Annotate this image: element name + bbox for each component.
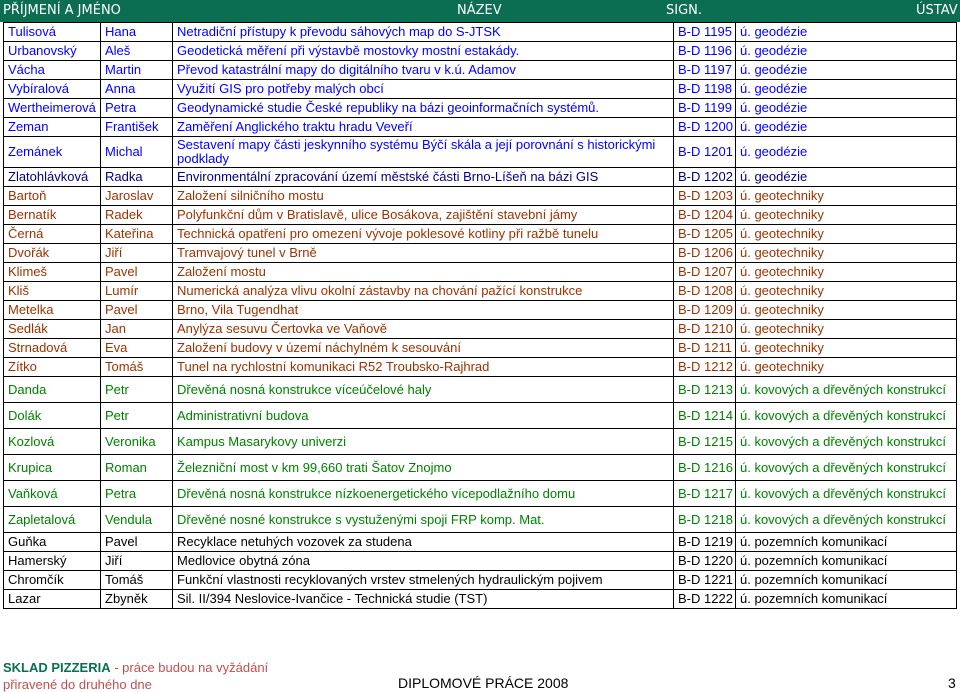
title-cell: Administrativní budova: [173, 403, 674, 429]
table-row: [4, 429, 957, 455]
name-cell: Lumír: [101, 282, 173, 301]
dept-cell: ú. geotechniky: [736, 358, 957, 377]
dept-cell: ú. kovových a dřevěných konstrukcí: [736, 429, 957, 455]
title-cell: Netradiční přístupy k převodu sáhových map do S-JTSK: [173, 23, 674, 42]
surname-cell: Lazar: [4, 590, 101, 609]
name-cell: Petr: [101, 377, 173, 403]
surname-cell: Zeman: [4, 118, 101, 137]
table-row: [4, 301, 957, 320]
dept-cell: ú. geodézie: [736, 168, 957, 187]
surname-cell: Černá: [4, 225, 101, 244]
sign-cell: B-D 1197: [674, 61, 736, 80]
name-cell: Jan: [101, 320, 173, 339]
name-cell: Martin: [101, 61, 173, 80]
dept-cell: ú. geodézie: [736, 118, 957, 137]
header-dept-column: ÚSTAV: [916, 3, 958, 18]
name-cell: Eva: [101, 339, 173, 358]
name-cell: Petra: [101, 481, 173, 507]
table-row: [4, 187, 957, 206]
name-cell: Vendula: [101, 507, 173, 533]
footer-pizzeria-label: SKLAD PIZZERIA: [3, 660, 111, 675]
dept-cell: ú. pozemních komunikací: [736, 552, 957, 571]
title-cell: Environmentální zpracování území městské části Brno-Líšeň na bázi GIS: [173, 168, 674, 187]
header-sign-column: SIGN.: [666, 3, 703, 18]
name-cell: Tomáš: [101, 571, 173, 590]
title-cell: Brno, Vila Tugendhat: [173, 301, 674, 320]
sign-cell: B-D 1210: [674, 320, 736, 339]
name-cell: Jiří: [101, 244, 173, 263]
surname-cell: Vácha: [4, 61, 101, 80]
table-row: [4, 99, 957, 118]
title-cell: Dřevěná nosná konstrukce víceúčelové haly: [173, 377, 674, 403]
table-row: [4, 244, 957, 263]
table-row: [4, 377, 957, 403]
dept-cell: ú. geotechniky: [736, 301, 957, 320]
surname-cell: Guňka: [4, 533, 101, 552]
table-row: [4, 42, 957, 61]
name-cell: Pavel: [101, 533, 173, 552]
name-cell: Hana: [101, 23, 173, 42]
table-row: [4, 225, 957, 244]
page-number: 3: [948, 675, 956, 691]
dept-cell: ú. geotechniky: [736, 320, 957, 339]
name-cell: Petra: [101, 99, 173, 118]
title-cell: Technická opatření pro omezení vývoje poklesové kotliny při ražbě tunelu: [173, 225, 674, 244]
title-cell: Tramvajový tunel v Brně: [173, 244, 674, 263]
sign-cell: B-D 1214: [674, 403, 736, 429]
title-cell: Sil. II/394 Neslovice-Ivančice - Technická studie (TST): [173, 590, 674, 609]
surname-cell: Chromčík: [4, 571, 101, 590]
sign-cell: B-D 1219: [674, 533, 736, 552]
footer-pizzeria-note: [3, 660, 268, 675]
name-cell: Michal: [101, 137, 173, 168]
sign-cell: B-D 1199: [674, 99, 736, 118]
dept-cell: ú. pozemních komunikací: [736, 571, 957, 590]
name-cell: Roman: [101, 455, 173, 481]
surname-cell: Dvořák: [4, 244, 101, 263]
sign-cell: B-D 1213: [674, 377, 736, 403]
title-cell: Dřevěné nosné konstrukce s vystuženými spoji FRP komp. Mat.: [173, 507, 674, 533]
title-cell: Založení silničního mostu: [173, 187, 674, 206]
dept-cell: ú. kovových a dřevěných konstrukcí: [736, 455, 957, 481]
footer-pizzeria-detail: - práce budou na vyžádání: [110, 660, 269, 675]
table-row: [4, 206, 957, 225]
surname-cell: Bartoň: [4, 187, 101, 206]
sign-cell: B-D 1201: [674, 137, 736, 168]
name-cell: Kateřina: [101, 225, 173, 244]
table-row: [4, 358, 957, 377]
table-row: [4, 137, 957, 168]
title-cell: Numerická analýza vlivu okolní zástavby na chování pažící konstrukce: [173, 282, 674, 301]
sign-cell: B-D 1212: [674, 358, 736, 377]
name-cell: Radka: [101, 168, 173, 187]
surname-cell: Hamerský: [4, 552, 101, 571]
title-cell: Recyklace netuhých vozovek za studena: [173, 533, 674, 552]
surname-cell: Vaňková: [4, 481, 101, 507]
sign-cell: B-D 1218: [674, 507, 736, 533]
title-cell: Převod katastrální mapy do digitálního tvaru v k.ú. Adamov: [173, 61, 674, 80]
title-cell: Anylýza sesuvu Čertovka ve Vaňově: [173, 320, 674, 339]
footer-pizzeria-line2: přiravené do druhého dne: [3, 677, 152, 692]
title-cell: Využití GIS pro potřeby malých obcí: [173, 80, 674, 99]
title-cell: Železniční most v km 99,660 trati Šatov Znojmo: [173, 455, 674, 481]
sign-cell: B-D 1211: [674, 339, 736, 358]
dept-cell: ú. geodézie: [736, 99, 957, 118]
sign-cell: B-D 1222: [674, 590, 736, 609]
dept-cell: ú. pozemních komunikací: [736, 590, 957, 609]
surname-cell: Krupica: [4, 455, 101, 481]
sign-cell: B-D 1205: [674, 225, 736, 244]
sign-cell: B-D 1202: [674, 168, 736, 187]
table-row: [4, 590, 957, 609]
surname-cell: Wertheimerová: [4, 99, 101, 118]
name-cell: Jaroslav: [101, 187, 173, 206]
sign-cell: B-D 1198: [674, 80, 736, 99]
table-row: [4, 23, 957, 42]
surname-cell: Zapletalová: [4, 507, 101, 533]
table-row: [4, 320, 957, 339]
dept-cell: ú. geodézie: [736, 80, 957, 99]
table-row: [4, 403, 957, 429]
surname-cell: Urbanovský: [4, 42, 101, 61]
sign-cell: B-D 1195: [674, 23, 736, 42]
surname-cell: Bernatík: [4, 206, 101, 225]
table-row: [4, 80, 957, 99]
dept-cell: ú. geotechniky: [736, 187, 957, 206]
dept-cell: ú. pozemních komunikací: [736, 533, 957, 552]
name-cell: Aleš: [101, 42, 173, 61]
surname-cell: Kliš: [4, 282, 101, 301]
table-row: [4, 507, 957, 533]
sign-cell: B-D 1216: [674, 455, 736, 481]
surname-cell: Zemánek: [4, 137, 101, 168]
name-cell: Veronika: [101, 429, 173, 455]
surname-cell: Zlatohlávková: [4, 168, 101, 187]
surname-cell: Tulisová: [4, 23, 101, 42]
dept-cell: ú. kovových a dřevěných konstrukcí: [736, 403, 957, 429]
footer-document-title: DIPLOMOVÉ PRÁCE 2008: [398, 675, 569, 691]
table-row: [4, 339, 957, 358]
dept-cell: ú. kovových a dřevěných konstrukcí: [736, 507, 957, 533]
name-cell: Tomáš: [101, 358, 173, 377]
table-row: [4, 552, 957, 571]
sign-cell: B-D 1209: [674, 301, 736, 320]
table-row: [4, 118, 957, 137]
surname-cell: Danda: [4, 377, 101, 403]
surname-cell: Sedlák: [4, 320, 101, 339]
title-cell: Založení budovy v území náchylném k sesouvání: [173, 339, 674, 358]
sign-cell: B-D 1196: [674, 42, 736, 61]
title-cell: Tunel na rychlostní komunikaci R52 Troubsko-Rajhrad: [173, 358, 674, 377]
sign-cell: B-D 1221: [674, 571, 736, 590]
surname-cell: Metelka: [4, 301, 101, 320]
name-cell: Anna: [101, 80, 173, 99]
sign-cell: B-D 1220: [674, 552, 736, 571]
title-cell: Geodetická měření při výstavbě mostovky mostní estakády.: [173, 42, 674, 61]
title-cell: Polyfunkční dům v Bratislavě, ulice Bosákova, zajištění stavební jámy: [173, 206, 674, 225]
surname-cell: Kozlová: [4, 429, 101, 455]
sign-cell: B-D 1217: [674, 481, 736, 507]
dept-cell: ú. kovových a dřevěných konstrukcí: [736, 377, 957, 403]
dept-cell: ú. geotechniky: [736, 263, 957, 282]
table-row: [4, 533, 957, 552]
table-row: [4, 481, 957, 507]
title-cell: Založení mostu: [173, 263, 674, 282]
thesis-table: [3, 22, 957, 609]
dept-cell: ú. geotechniky: [736, 225, 957, 244]
surname-cell: Vybíralová: [4, 80, 101, 99]
table-row: [4, 61, 957, 80]
table-row: [4, 455, 957, 481]
title-cell: Zaměření Anglického traktu hradu Veveří: [173, 118, 674, 137]
title-cell: Geodynamické studie České republiky na bázi geoinformačních systémů.: [173, 99, 674, 118]
title-cell: Funkční vlastnosti recyklovaných vrstev stmelených hydraulickým pojivem: [173, 571, 674, 590]
name-cell: Pavel: [101, 301, 173, 320]
column-header-bar: [0, 0, 960, 22]
surname-cell: Zítko: [4, 358, 101, 377]
title-cell: Medlovice obytná zóna: [173, 552, 674, 571]
surname-cell: Strnadová: [4, 339, 101, 358]
table-row: [4, 263, 957, 282]
sign-cell: B-D 1207: [674, 263, 736, 282]
dept-cell: ú. geotechniky: [736, 206, 957, 225]
sign-cell: B-D 1200: [674, 118, 736, 137]
name-cell: František: [101, 118, 173, 137]
sign-cell: B-D 1204: [674, 206, 736, 225]
sign-cell: B-D 1208: [674, 282, 736, 301]
table-row: [4, 571, 957, 590]
table-row: [4, 282, 957, 301]
name-cell: Petr: [101, 403, 173, 429]
dept-cell: ú. kovových a dřevěných konstrukcí: [736, 481, 957, 507]
dept-cell: ú. geotechniky: [736, 244, 957, 263]
dept-cell: ú. geodézie: [736, 137, 957, 168]
dept-cell: ú. geodézie: [736, 42, 957, 61]
table-row: [4, 168, 957, 187]
sign-cell: B-D 1203: [674, 187, 736, 206]
title-cell: Sestavení mapy části jeskynního systému Býčí skála a její porovnání s historickými podklady: [173, 137, 674, 168]
surname-cell: Klimeš: [4, 263, 101, 282]
header-name-column: PŘÍJMENÍ A JMÉNO: [3, 3, 121, 18]
name-cell: Zbyněk: [101, 590, 173, 609]
dept-cell: ú. geotechniky: [736, 282, 957, 301]
dept-cell: ú. geodézie: [736, 23, 957, 42]
title-cell: Dřevěná nosná konstrukce nízkoenergetického vícepodlažního domu: [173, 481, 674, 507]
dept-cell: ú. geotechniky: [736, 339, 957, 358]
name-cell: Radek: [101, 206, 173, 225]
name-cell: Pavel: [101, 263, 173, 282]
dept-cell: ú. geodézie: [736, 61, 957, 80]
header-title-column: NÁZEV: [457, 3, 502, 18]
sign-cell: B-D 1215: [674, 429, 736, 455]
surname-cell: Dolák: [4, 403, 101, 429]
title-cell: Kampus Masarykovy univerzi: [173, 429, 674, 455]
name-cell: Jiří: [101, 552, 173, 571]
sign-cell: B-D 1206: [674, 244, 736, 263]
